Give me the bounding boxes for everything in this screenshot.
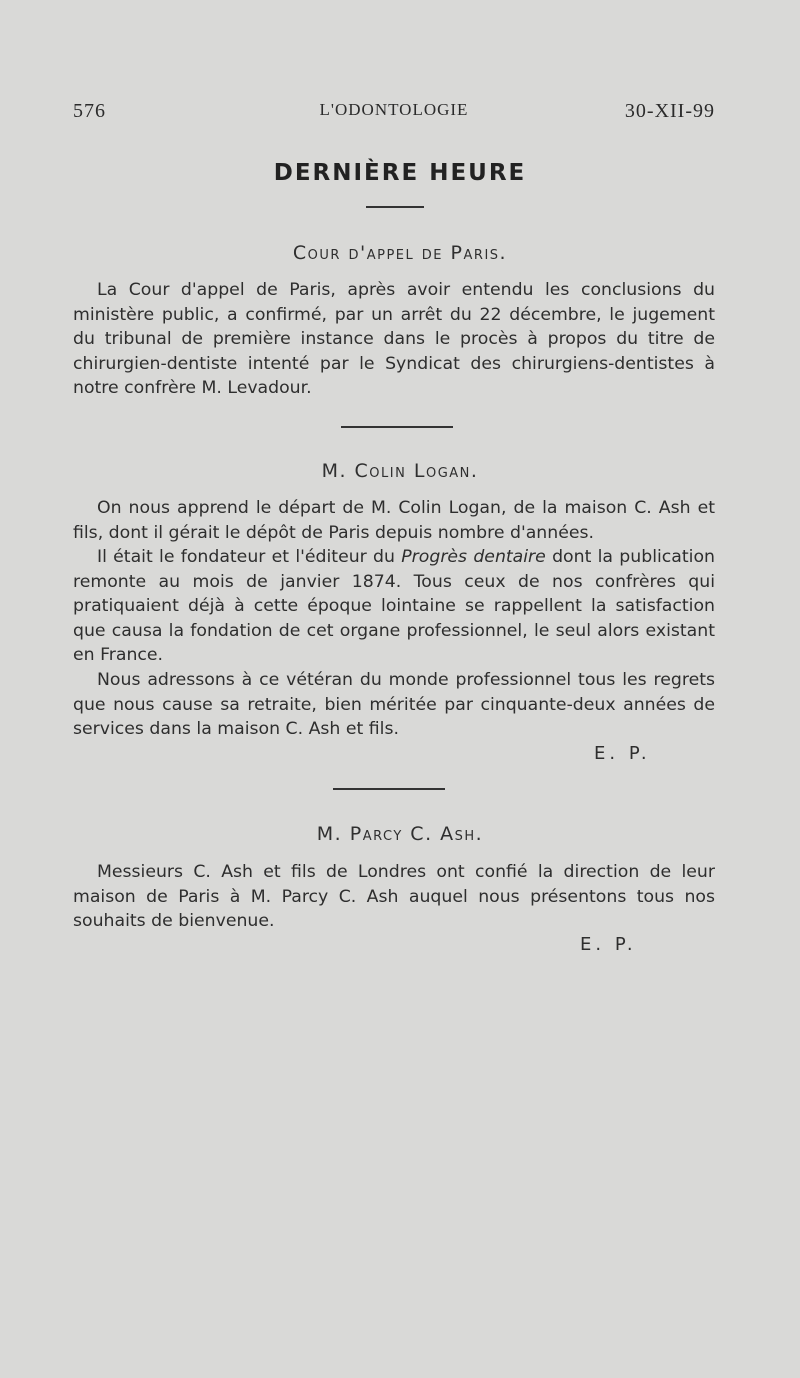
journal-name-italic: Progrès dentaire [401, 547, 546, 567]
main-title: DERNIÈRE HEURE [273, 160, 527, 186]
running-head [73, 100, 715, 130]
signature: E. P. [580, 934, 637, 955]
paragraph-text: Il était le fondateur et l'éditeur du [97, 547, 395, 567]
issue-date: 30-XII-99 [624, 100, 715, 122]
section-heading-cour-appel: Cour d'appel de Paris. [292, 242, 508, 264]
paragraph-text: dont la publication remonte au mois de janvier 1874. Tous ceux de nos confrères qui pratiquaient déjà à cette époque lointaine se rappellent la satisfaction que causa la fondation de cet organe professionnel, le seul alors existant en France. [73, 547, 715, 666]
title-rule [366, 206, 424, 208]
paragraph-colin-logan-3: Nous adressons à ce vétéran du monde professionnel tous les regrets que nous cause sa retraite, bien méritée par cinquante-deux années de services dans la maison C. Ash et fils. [73, 670, 715, 740]
page-number: 576 [73, 100, 106, 122]
signature: E. P. [594, 743, 651, 764]
journal-title: L'ODONTOLOGIE [319, 100, 469, 119]
section-rule [341, 426, 453, 428]
paragraph-colin-logan-2 [73, 545, 715, 668]
paragraph-colin-logan-1: On nous apprend le départ de M. Colin Logan, de la maison C. Ash et fils, dont il gérait le dépôt de Paris depuis nombre d'années. [73, 498, 715, 543]
paragraph-cour-appel: La Cour d'appel de Paris, après avoir entendu les conclusions du ministère public, a confirmé, par un arrêt du 22 décembre, le jugement du tribunal de première instance dans le procès à propos du titre de chirurgien-dentiste intenté par le Syndicat des chirurgiens-dentistes à notre confrère M. Levadour. [73, 280, 715, 399]
section-rule [333, 788, 445, 790]
section-heading-parcy-ash: M. Parcy C. Ash. [316, 823, 484, 845]
section-heading-colin-logan: M. Colin Logan. [321, 460, 479, 482]
paragraph-parcy-ash: Messieurs C. Ash et fils de Londres ont confié la direction de leur maison de Paris à M. Parcy C. Ash auquel nous présentons tous nos souhaits de bienvenue. [73, 862, 715, 932]
